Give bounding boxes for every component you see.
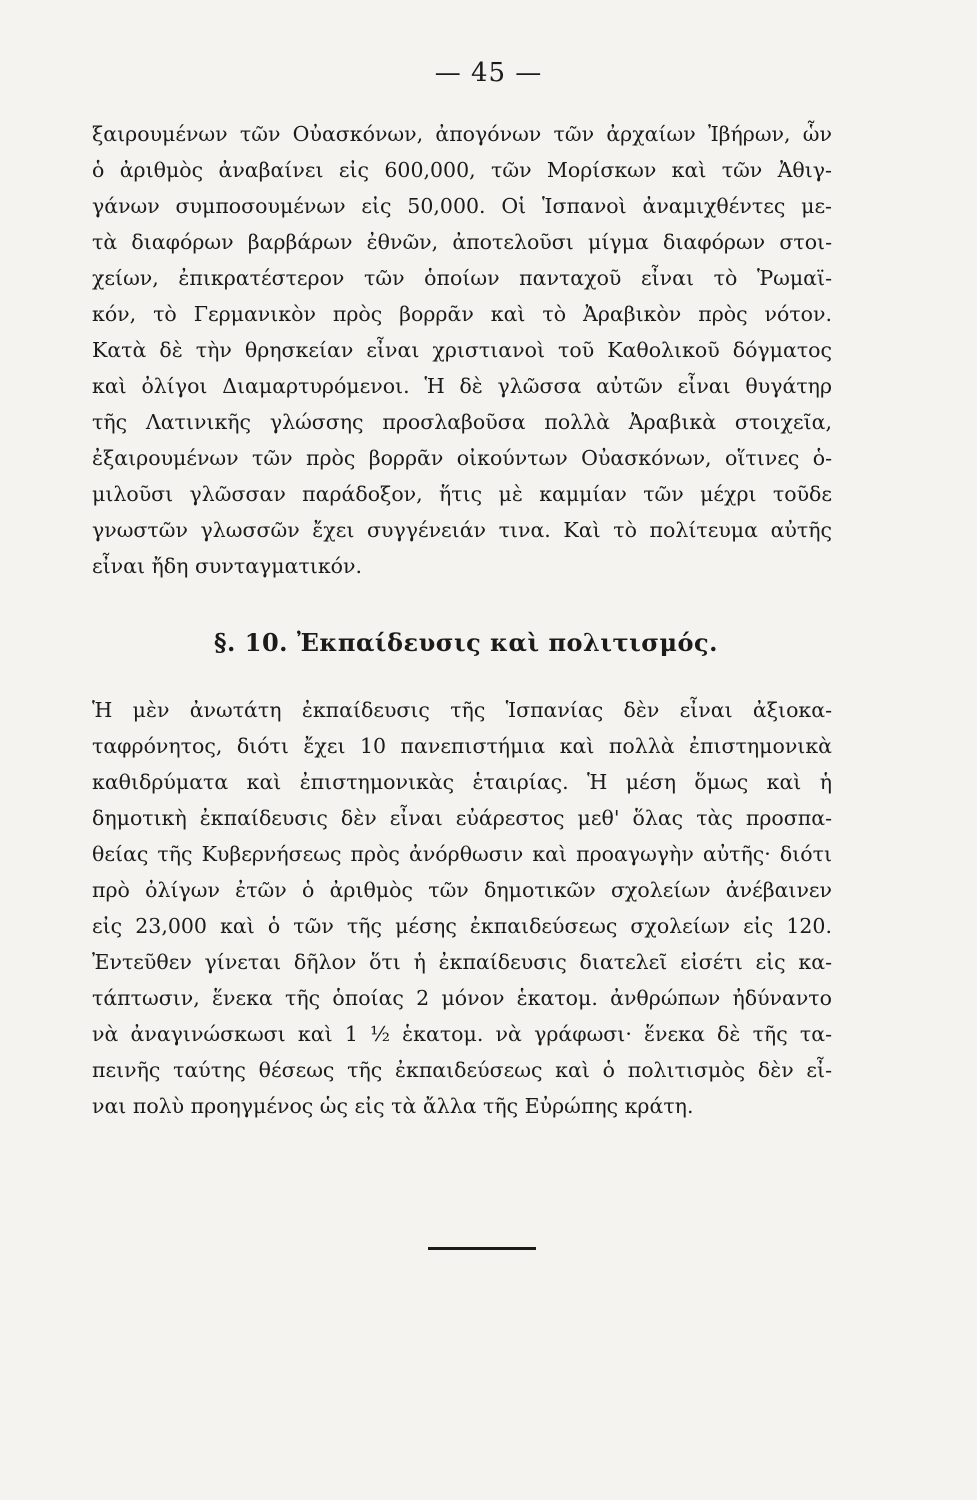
text-line: θείας τῆς Κυβερνήσεως πρὸς ἀνόρθωσιν καὶ προαγωγὴν αὐτῆς· διότι xyxy=(92,842,832,866)
text-line: νὰ ἀναγινώσκωσι καὶ 1 ½ ἑκατομ. νὰ γράφωσι· ἕνεκα δὲ τῆς τα- xyxy=(92,1022,832,1046)
text-line: μιλοῦσι γλῶσσαν παράδοξον, ἥτις μὲ καμμίαν τῶν μέχρι τοῦδε xyxy=(92,482,832,506)
text-line: καθιδρύματα καὶ ἐπιστημονικὰς ἑταιρίας. Ἡ μέση ὅμως καὶ ἡ xyxy=(92,770,832,794)
text-line: Ἐντεῦθεν γίνεται δῆλον ὅτι ἡ ἐκπαίδευσις διατελεῖ εἰσέτι εἰς κα- xyxy=(92,950,832,974)
text-line: τάπτωσιν, ἕνεκα τῆς ὁποίας 2 μόνον ἑκατομ. ἀνθρώπων ἠδύναντο xyxy=(92,986,832,1010)
text-line: δημοτικὴ ἐκπαίδευσις δὲν εἶναι εὐάρεστος μεθ' ὅλας τὰς προσπα- xyxy=(92,806,832,830)
text-line: χείων, ἐπικρατέστερον τῶν ὁποίων πανταχοῦ εἶναι τὸ Ῥωμαϊ- xyxy=(92,266,832,290)
text-line: γνωστῶν γλωσσῶν ἔχει συγγένειάν τινα. Καὶ τὸ πολίτευμα αὐτῆς xyxy=(92,518,832,542)
text-line: Κατὰ δὲ τὴν θρησκείαν εἶναι χριστιανοὶ τοῦ Καθολικοῦ δόγματος xyxy=(92,338,832,362)
text-line: ὁ ἀριθμὸς ἀναβαίνει εἰς 600,000, τῶν Μορίσκων καὶ τῶν Ἀθιγ- xyxy=(92,158,832,182)
text-line: κόν, τὸ Γερμανικὸν πρὸς βορρᾶν καὶ τὸ Ἀραβικὸν πρὸς νότον. xyxy=(92,302,832,326)
section-heading: §. 10. Ἐκπαίδευσις καὶ πολιτισμός. xyxy=(214,628,718,657)
text-line: ξαιρουμένων τῶν Οὐασκόνων, ἀπογόνων τῶν ἀρχαίων Ἰβήρων, ὧν xyxy=(92,122,832,146)
text-line: ἐξαιρουμένων τῶν πρὸς βορρᾶν οἰκούντων Οὐασκόνων, οἵτινες ὁ- xyxy=(92,446,832,470)
text-line: εἶναι ἤδη συνταγματικόν. xyxy=(92,554,362,578)
text-line: γάνων συμποσουμένων εἰς 50,000. Οἱ Ἱσπανοὶ ἀναμιχθέντες με- xyxy=(92,194,832,218)
text-line: ταφρόνητος, διότι ἔχει 10 πανεπιστήμια καὶ πολλὰ ἐπιστημονικὰ xyxy=(92,734,832,758)
text-line: εἰς 23,000 καὶ ὁ τῶν τῆς μέσης ἐκπαιδεύσεως σχολείων εἰς 120. xyxy=(92,914,832,938)
text-line: τὰ διαφόρων βαρβάρων ἐθνῶν, ἀποτελοῦσι μίγμα διαφόρων στοι- xyxy=(92,230,832,254)
page-number: — 45 — xyxy=(434,58,543,88)
text-line: πρὸ ὀλίγων ἐτῶν ὁ ἀριθμὸς τῶν δημοτικῶν σχολείων ἀνέβαινεν xyxy=(92,878,832,902)
text-line: Ἡ μὲν ἀνωτάτη ἐκπαίδευσις τῆς Ἱσπανίας δὲν εἶναι ἀξιοκα- xyxy=(92,698,832,722)
text-line: ναι πολὺ προηγμένος ὡς εἰς τὰ ἄλλα τῆς Εὐρώπης κράτη. xyxy=(92,1094,694,1118)
text-line: καὶ ὀλίγοι Διαμαρτυρόμενοι. Ἡ δὲ γλῶσσα αὐτῶν εἶναι θυγάτηρ xyxy=(92,374,832,398)
closing-rule xyxy=(428,1247,536,1250)
paragraph-2 xyxy=(92,692,832,1128)
text-line: πεινῆς ταύτης θέσεως τῆς ἐκπαιδεύσεως καὶ ὁ πολιτισμὸς δὲν εἶ- xyxy=(92,1058,832,1082)
paragraph-1 xyxy=(92,116,832,586)
text-line: τῆς Λατινικῆς γλώσσης προσλαβοῦσα πολλὰ Ἀραβικὰ στοιχεῖα, xyxy=(92,410,832,434)
